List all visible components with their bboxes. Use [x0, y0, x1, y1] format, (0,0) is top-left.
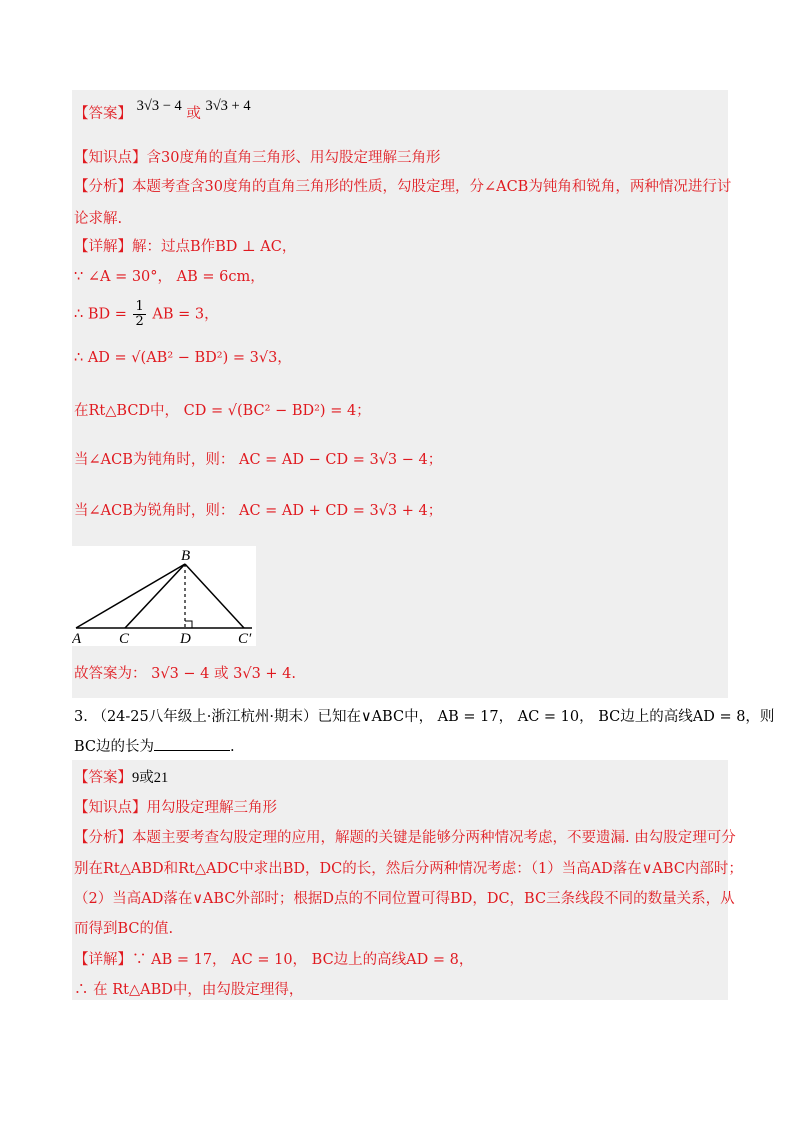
label-A: A	[72, 631, 82, 646]
q3-analysis-line-1	[74, 827, 736, 849]
knowledge-tag: 【知识点】	[74, 800, 147, 816]
label-D: D	[180, 631, 191, 646]
knowledge-text: 用勾股定理解三角形	[146, 800, 277, 816]
q2-final-answer: 故答案为： 3√3 − 4 或 3√3 + 4.	[74, 666, 297, 682]
knowledge-text: 含30度角的直角三角形、用勾股定理解三角形	[146, 150, 441, 166]
answer-expr-1: 3√3 − 4	[136, 98, 182, 114]
q2-detail-line-2: ∵ ∠A = 30°， AB = 6cm，	[74, 269, 265, 285]
detail-text-1: ∵ AB = 17， AC = 10， BC边上的高线AD = 8，	[132, 952, 474, 968]
q2-detail-line-3	[74, 300, 219, 329]
q3-analysis-line-4: 而得到BC的值.	[74, 921, 174, 937]
answer-text: 9或21	[132, 770, 169, 786]
q2-analysis-line-2: 论求解.	[74, 211, 123, 227]
analysis-tag: 【分析】	[74, 830, 132, 846]
detail-tag: 【详解】	[74, 239, 132, 255]
analysis-text-1: 本题考查含30度角的直角三角形的性质，勾股定理，分∠ACB为钝角和锐角，两种情况进行讨	[132, 179, 732, 195]
answer-expr-2: 3√3 + 4	[205, 98, 251, 114]
fraction-denominator: 2	[135, 314, 144, 329]
q3-analysis-line-3: （2）当高AD落在∨ABC外部时；根据D点的不同位置可得BD，DC，BC三条线段不同的数量关系，从	[74, 891, 735, 907]
q2-detail-line-7: 当∠ACB为锐角时，则： AC = AD + CD = 3√3 + 4；	[74, 503, 443, 519]
q3-detail-line-2: ∴ 在 Rt△ABD中，由勾股定理得，	[74, 982, 304, 998]
detail-tag: 【详解】	[74, 952, 132, 968]
answer-blank	[154, 736, 230, 751]
q2-detail-line-6: 当∠ACB为钝角时，则： AC = AD − CD = 3√3 − 4；	[74, 452, 443, 468]
q2-detail-line-5: 在Rt△BCD中， CD = √(BC² − BD²) = 4；	[74, 403, 371, 419]
fraction-numerator: 1	[135, 299, 144, 314]
label-C-prime: C′	[238, 631, 252, 646]
detail-text-1: 解：过点B作BD ⊥ AC，	[132, 239, 297, 255]
q3-detail-line-1	[74, 949, 473, 971]
label-B: B	[181, 548, 191, 564]
q3-stem-line-1: 3. （24-25八年级上·浙江杭州·期末）已知在∨ABC中， AB = 17， AC = 10， BC边上的高线AD = 8，则	[74, 709, 775, 725]
detail-text-3-post: AB = 3，	[152, 306, 219, 323]
q2-knowledge-line	[74, 147, 440, 169]
analysis-text-1: 本题主要考查勾股定理的应用，解题的关键是能够分两种情况考虑，不要遗漏. 由勾股定理可分	[132, 830, 736, 846]
q2-analysis-line-1	[74, 176, 731, 198]
q2-answer-line	[74, 98, 251, 125]
q3-stem-end: .	[230, 739, 235, 755]
q3-knowledge-line	[74, 797, 277, 819]
q3-answer-line	[74, 767, 168, 789]
knowledge-tag: 【知识点】	[74, 150, 147, 166]
detail-text-3-pre: ∴ BD =	[74, 306, 127, 323]
q2-detail-line-1	[74, 236, 296, 258]
answer-or: 或	[186, 106, 201, 122]
triangle-figure	[72, 546, 256, 646]
answer-tag: 【答案】	[74, 770, 132, 786]
fraction-half	[133, 300, 145, 329]
q3-stem-line-2	[74, 736, 235, 758]
q3-stem-text-2: BC边的长为	[74, 739, 155, 755]
answer-tag: 【答案】	[74, 106, 132, 122]
q3-analysis-line-2: 别在Rt△ABD和Rt△ADC中求出BD，DC的长，然后分两种情况考虑：（1）当高AD落在∨ABC内部时；	[74, 861, 743, 877]
label-C: C	[119, 631, 130, 646]
q2-detail-line-4: ∴ AD = √(AB² − BD²) = 3√3，	[74, 350, 292, 366]
analysis-tag: 【分析】	[74, 179, 132, 195]
